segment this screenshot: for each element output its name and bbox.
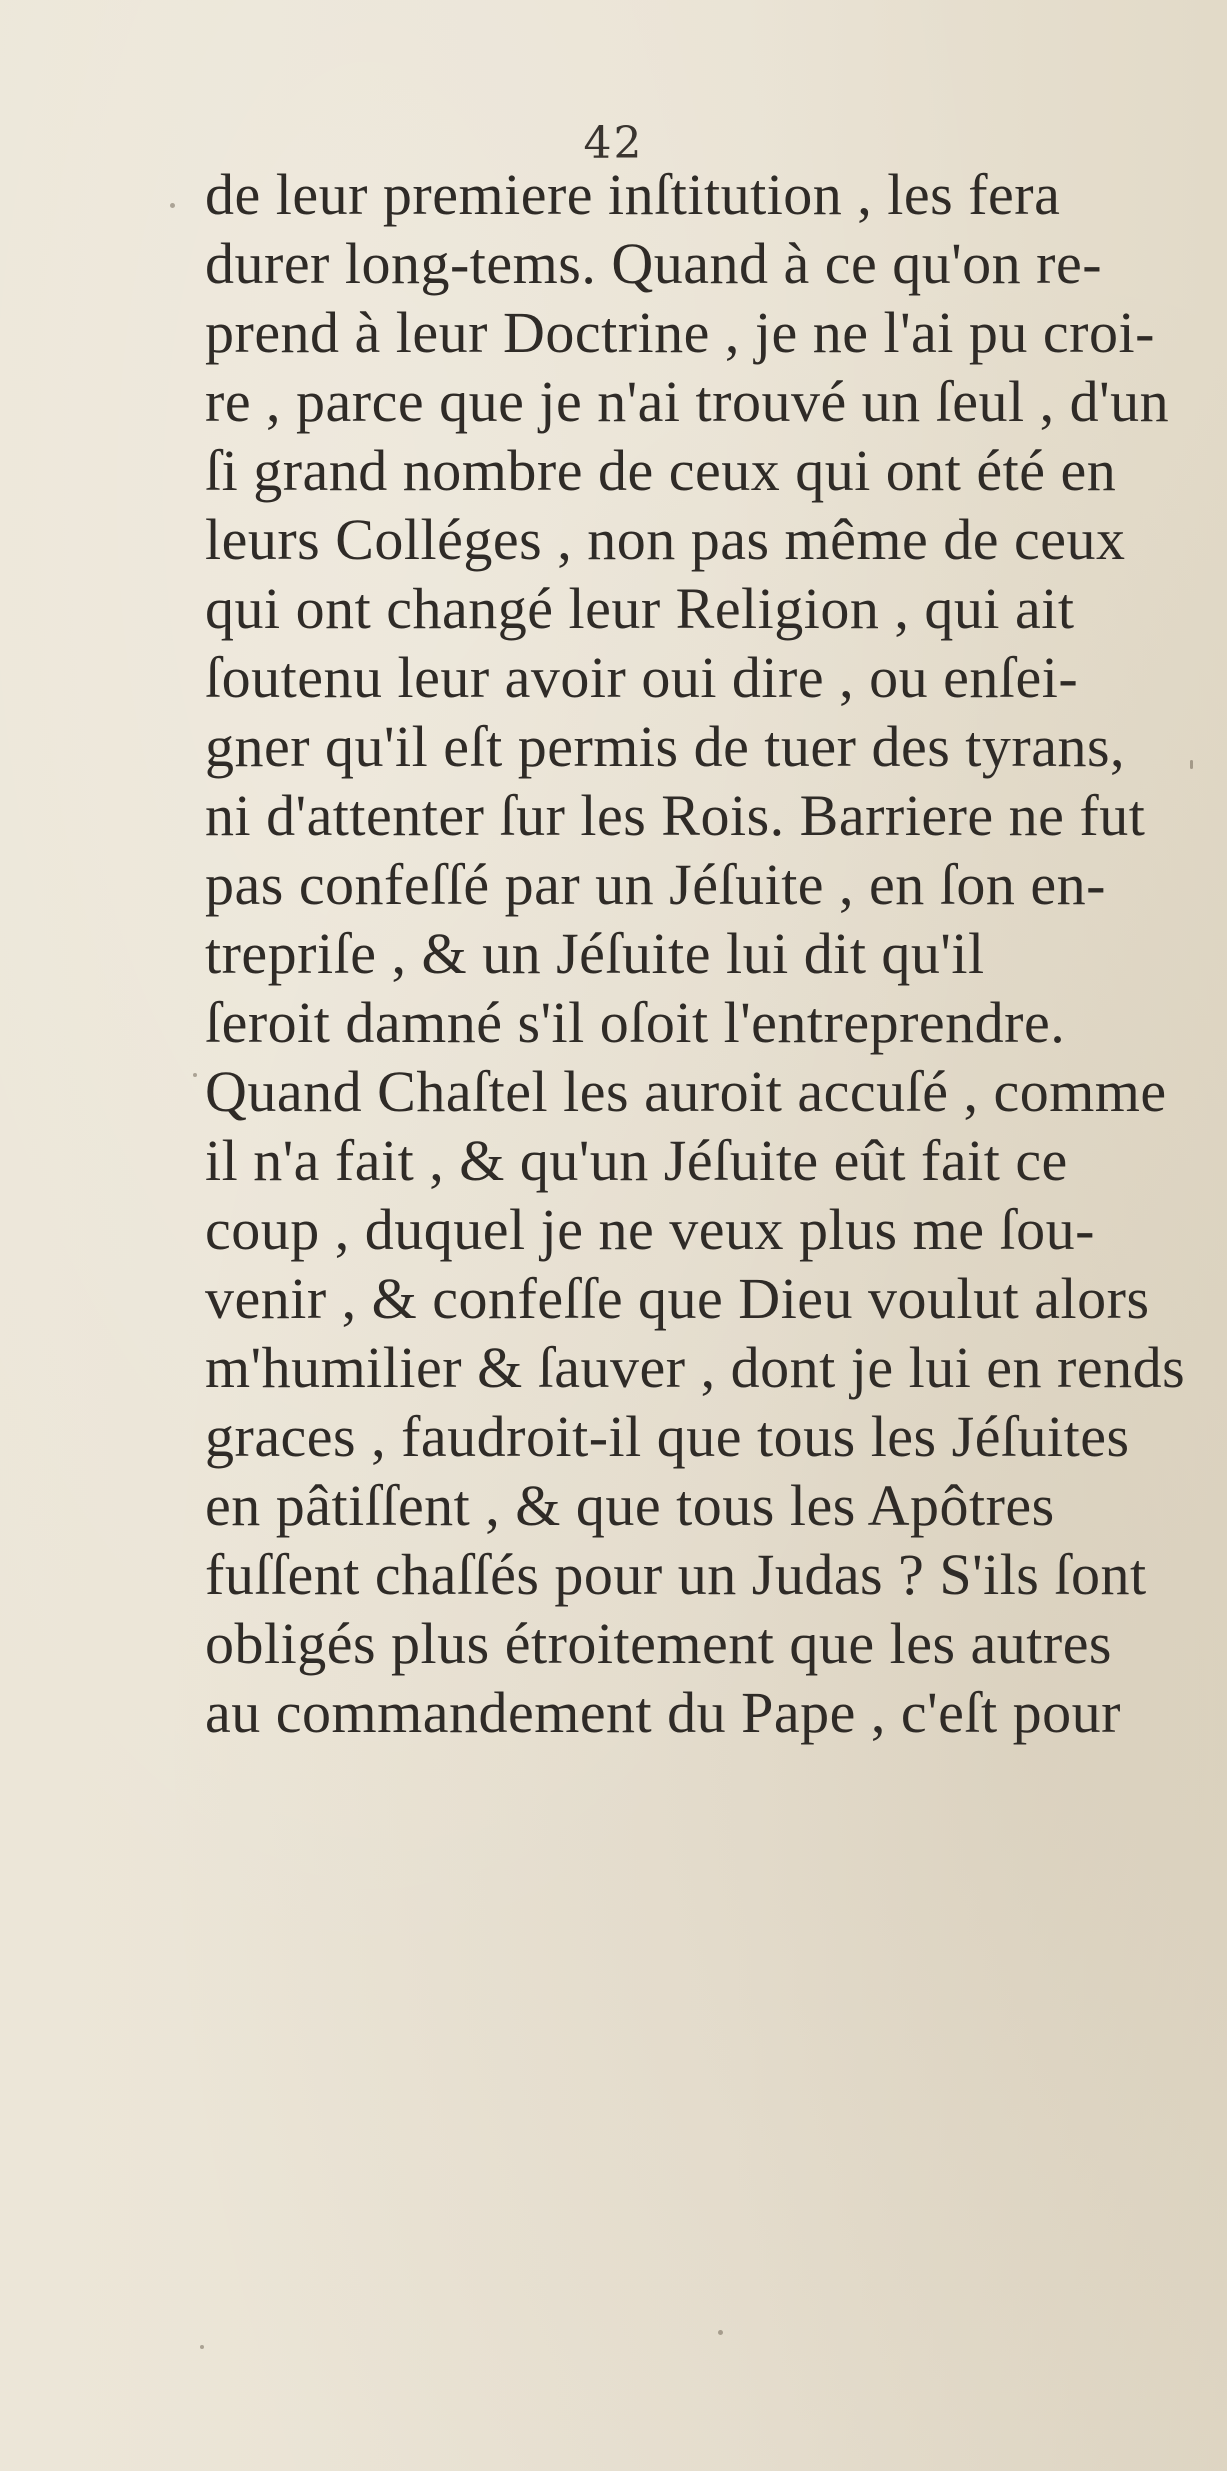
body-text xyxy=(205,160,1205,1747)
paper-speck xyxy=(170,203,175,208)
text-line: Quand Chaſtel les auroit accuſé , comme xyxy=(205,1059,1167,1124)
text-line: coup , duquel je ne veux plus me ſou- xyxy=(205,1197,1095,1262)
paper-speck xyxy=(193,1073,197,1077)
text-line: gner qu'il eſt permis de tuer des tyrans, xyxy=(205,714,1126,779)
page-number: 42 xyxy=(583,118,644,169)
paper-speck xyxy=(200,2345,204,2349)
text-line: ſi grand nombre de ceux qui ont été en xyxy=(205,438,1117,503)
text-line: fuſſent chaſſés pour un Judas ? S'ils ſont xyxy=(205,1542,1147,1607)
text-line: trepriſe , & un Jéſuite lui dit qu'il xyxy=(205,921,985,986)
text-line: graces , faudroit-il que tous les Jéſuites xyxy=(205,1404,1130,1469)
text-line: durer long-tems. Quand à ce qu'on re- xyxy=(205,231,1103,296)
text-line: en pâtiſſent , & que tous les Apôtres xyxy=(205,1473,1055,1538)
text-line: re , parce que je n'ai trouvé un ſeul , d'un xyxy=(205,369,1170,434)
text-line: au commandement du Pape , c'eſt pour xyxy=(205,1680,1121,1745)
text-line: obligés plus étroitement que les autres xyxy=(205,1611,1113,1676)
text-line: leurs Colléges , non pas même de ceux xyxy=(205,507,1126,572)
text-line: ſeroit damné s'il oſoit l'entreprendre. xyxy=(205,990,1066,1055)
text-line: qui ont changé leur Religion , qui ait xyxy=(205,576,1075,641)
text-line: m'humilier & ſauver , dont je lui en rends xyxy=(205,1335,1186,1400)
text-line: prend à leur Doctrine , je ne l'ai pu croi- xyxy=(205,300,1155,365)
text-line: ſoutenu leur avoir oui dire , ou enſei- xyxy=(205,645,1079,710)
text-line: il n'a fait , & qu'un Jéſuite eût fait ce xyxy=(205,1128,1068,1193)
text-line: venir , & confeſſe que Dieu voulut alors xyxy=(205,1266,1150,1331)
text-line: ni d'attenter ſur les Rois. Barriere ne fut xyxy=(205,783,1146,848)
text-line: de leur premiere inſtitution , les fera xyxy=(205,162,1061,227)
text-line: pas confeſſé par un Jéſuite , en ſon en- xyxy=(205,852,1106,917)
paper-speck xyxy=(718,2330,723,2335)
paper-speck xyxy=(1190,760,1193,769)
